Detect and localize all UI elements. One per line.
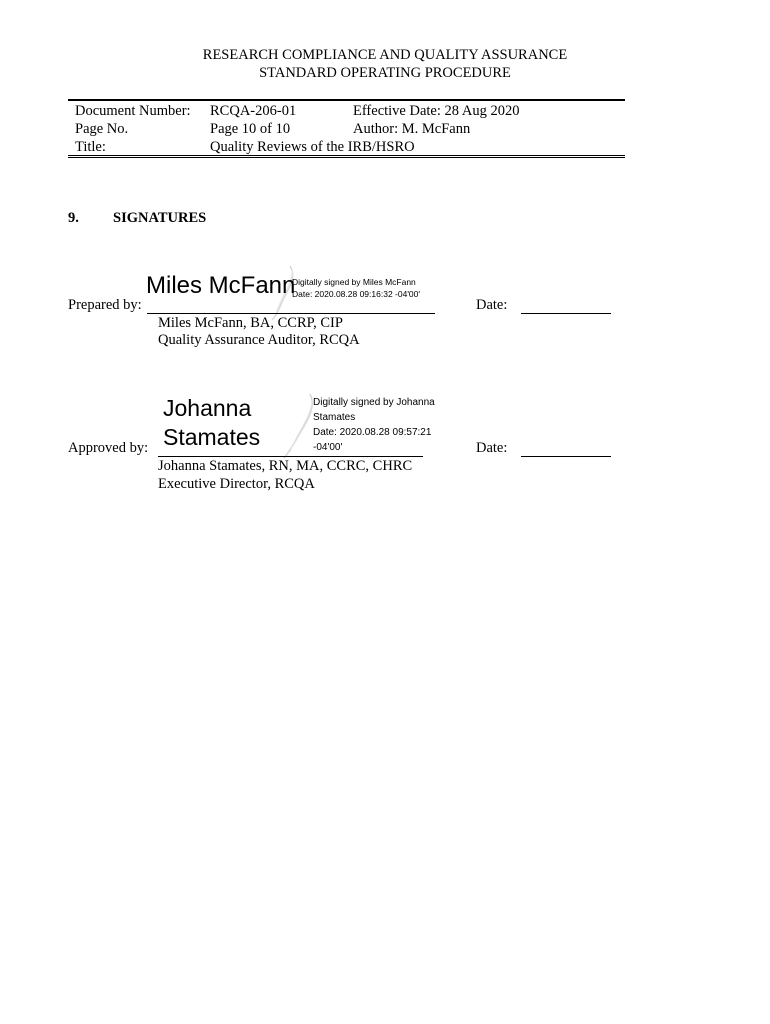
section-number: 9. (68, 210, 79, 226)
page-value: Page 10 of 10 (210, 121, 291, 137)
meta-bottom-rule-2 (68, 157, 625, 158)
approved-role: Executive Director, RCQA (158, 476, 315, 492)
document-header-line2: STANDARD OPERATING PROCEDURE (259, 65, 511, 81)
prepared-role: Quality Assurance Auditor, RCQA (158, 332, 360, 348)
approved-name: Johanna Stamates, RN, MA, CCRC, CHRC (158, 458, 413, 474)
approved-signature-line1: Johanna (163, 395, 252, 421)
prepared-digital-line2: Date: 2020.08.28 09:16:32 -04'00' (292, 289, 421, 299)
approved-digital-line4: -04'00' (313, 442, 343, 453)
prepared-digital-line1: Digitally signed by Miles McFann (292, 277, 416, 287)
section-title: SIGNATURES (113, 210, 207, 226)
author: Author: M. McFann (353, 121, 471, 137)
approved-date-line (521, 456, 611, 457)
approved-date-label: Date: (476, 440, 508, 456)
prepared-date-label: Date: (476, 297, 508, 313)
prepared-by-label: Prepared by: (68, 297, 142, 313)
effective-date: Effective Date: 28 Aug 2020 (353, 103, 520, 119)
document-header-line1: RESEARCH COMPLIANCE AND QUALITY ASSURANCE (202, 47, 568, 63)
prepared-signature-line (147, 313, 435, 314)
page-label: Page No. (75, 121, 129, 137)
approved-digital-line3: Date: 2020.08.28 09:57:21 (313, 427, 432, 438)
approved-signature-line2: Stamates (163, 424, 261, 450)
prepared-name: Miles McFann, BA, CCRP, CIP (158, 315, 343, 331)
approved-digital-line1: Digitally signed by Johanna (313, 397, 435, 408)
approved-by-label: Approved by: (68, 440, 149, 456)
doc-number-label: Document Number: (75, 103, 191, 119)
doc-number-value: RCQA-206-01 (210, 103, 297, 119)
meta-bottom-rule-1 (68, 155, 625, 156)
prepared-date-line (521, 313, 611, 314)
approved-signature-line (158, 456, 423, 457)
title-value: Quality Reviews of the IRB/HSRO (210, 139, 415, 155)
title-label: Title: (75, 139, 106, 155)
approved-digital-line2: Stamates (313, 412, 356, 423)
meta-top-rule (68, 99, 625, 101)
prepared-signature: Miles McFann (146, 272, 296, 299)
